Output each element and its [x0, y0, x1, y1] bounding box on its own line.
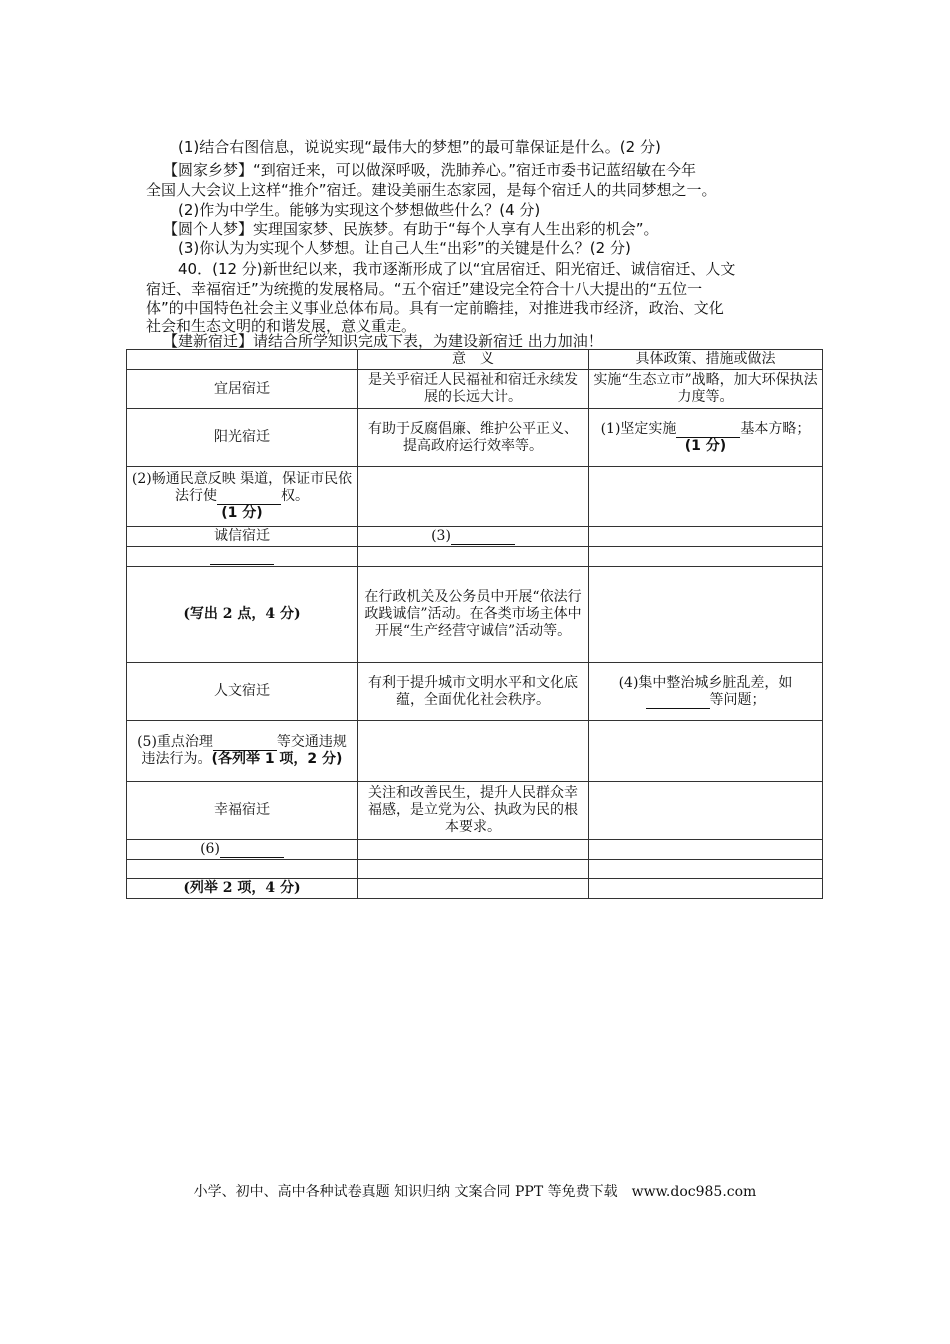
row-name: 阳光宿迁 — [127, 409, 358, 467]
row-meaning: 有助于反腐倡廉、维护公平正义、提高政府运行效率等。 — [358, 409, 589, 467]
question-3: (3)你认为为实现个人梦想。让自己人生“出彩”的关键是什么？(2 分) — [178, 239, 631, 257]
table-header-row — [127, 350, 823, 370]
question-40-line4: 社会和生态文明的和谐发展，意义重走。 — [146, 317, 417, 335]
q5-cell: (5)重点治理 等交通违规违法行为。(各列举 1 项，2 分) — [127, 721, 358, 782]
footer: 小学、初中、高中各种试卷真题 知识归纳 文案合同 PPT 等免费下载 www.doc985.com — [193, 1184, 757, 1200]
table-row — [127, 467, 823, 527]
table-row — [127, 840, 823, 860]
table-row — [127, 782, 823, 840]
table-row — [127, 567, 823, 663]
header-policy: 具体政策、措施或做法 — [589, 350, 823, 370]
table-row — [127, 409, 823, 467]
question-1: (1)结合右图信息，说说实现“最伟大的梦想”的最可靠保证是什么。(2 分) — [178, 138, 661, 156]
row-policy: (4)集中整治城乡脏乱差，如 等问题； — [589, 663, 823, 721]
q2-cell: (2)畅通民意反映 渠道，保证市民依法行使 权。 (1 分) — [127, 467, 358, 527]
table-row — [127, 860, 823, 879]
row-name: 宜居宿迁 — [127, 370, 358, 409]
answer-blank[interactable] — [451, 530, 515, 545]
row-meaning: 关注和改善民生，提升人民群众幸福感，是立党为公、执政为民的根本要求。 — [358, 782, 589, 840]
row-policy: 实施“生态立市”战略，加大环保执法力度等。 — [589, 370, 823, 409]
table-row — [127, 879, 823, 899]
row-name: 幸福宿迁 — [127, 782, 358, 840]
row-meaning: 有利于提升城市文明水平和文化底蕴，全面优化社会秩序。 — [358, 663, 589, 721]
answer-blank[interactable] — [676, 423, 740, 438]
answer-table — [126, 349, 823, 899]
question-40-line3: 体”的中国特色社会主义事业总体布局。具有一定前瞻挂，对推进我市经济，政治、文化 — [146, 299, 724, 317]
table-row — [127, 663, 823, 721]
answer-blank[interactable] — [220, 843, 284, 858]
section-personal-dream: 【圆个人梦】实理国家梦、民族梦。有助于“每个人享有人生出彩的机会”。 — [163, 220, 659, 238]
q3-score: (写出 2 点，4 分) — [127, 567, 358, 663]
question-2: (2)作为中学生。能够为实现这个梦想做些什么？(4 分) — [178, 201, 541, 219]
hometown-dream-text: 全国人大会议上这样“推介”宿迁。建设美丽生态家园，是每个宿迁人的共同梦想之一。 — [146, 181, 717, 199]
table-row — [127, 527, 823, 547]
answer-blank[interactable] — [213, 736, 277, 751]
section-hometown-dream: 【圆家乡梦】“到宿迁来，可以做深呼吸，洗肺养心。”宿迁市委书记蓝绍敏在今年 — [163, 161, 697, 179]
row-measure: 在行政机关及公务员中开展“依法行政践诚信”活动。在各类市场主体中开展“生产经营守诚信”活动等。 — [358, 567, 589, 663]
answer-blank[interactable] — [217, 490, 281, 505]
row-name: 诚信宿迁 — [127, 527, 358, 547]
row-meaning: 是关乎宿迁人民福祉和宿迁永续发展的长远大计。 — [358, 370, 589, 409]
answer-blank[interactable] — [210, 550, 274, 565]
question-40: 40．(12 分)新世纪以来，我市逐渐形成了以“宜居宿迁、阳光宿迁、诚信宿迁、人文 — [178, 260, 736, 278]
header-meaning: 意 义 — [358, 350, 589, 370]
q6-score: (列举 2 项，4 分) — [127, 879, 358, 899]
row-policy: (1)坚定实施 基本方略；(1 分) — [589, 409, 823, 467]
table-row — [127, 370, 823, 409]
row-name: 人文宿迁 — [127, 663, 358, 721]
header-empty — [127, 350, 358, 370]
q6-cell: (6) — [127, 840, 358, 860]
answer-blank[interactable] — [646, 694, 710, 709]
table-row — [127, 721, 823, 782]
q3-cell: (3) — [358, 527, 589, 547]
table-row — [127, 547, 823, 567]
section-build-suqian: 【建新宿迁】请结合所学知识完成下表，为建设新宿迁 出力加油！ — [163, 332, 603, 350]
question-40-line2: 宿迁、幸福宿迁”为统揽的发展格局。“五个宿迁”建设完全符合十八大提出的“五位一 — [146, 280, 703, 298]
